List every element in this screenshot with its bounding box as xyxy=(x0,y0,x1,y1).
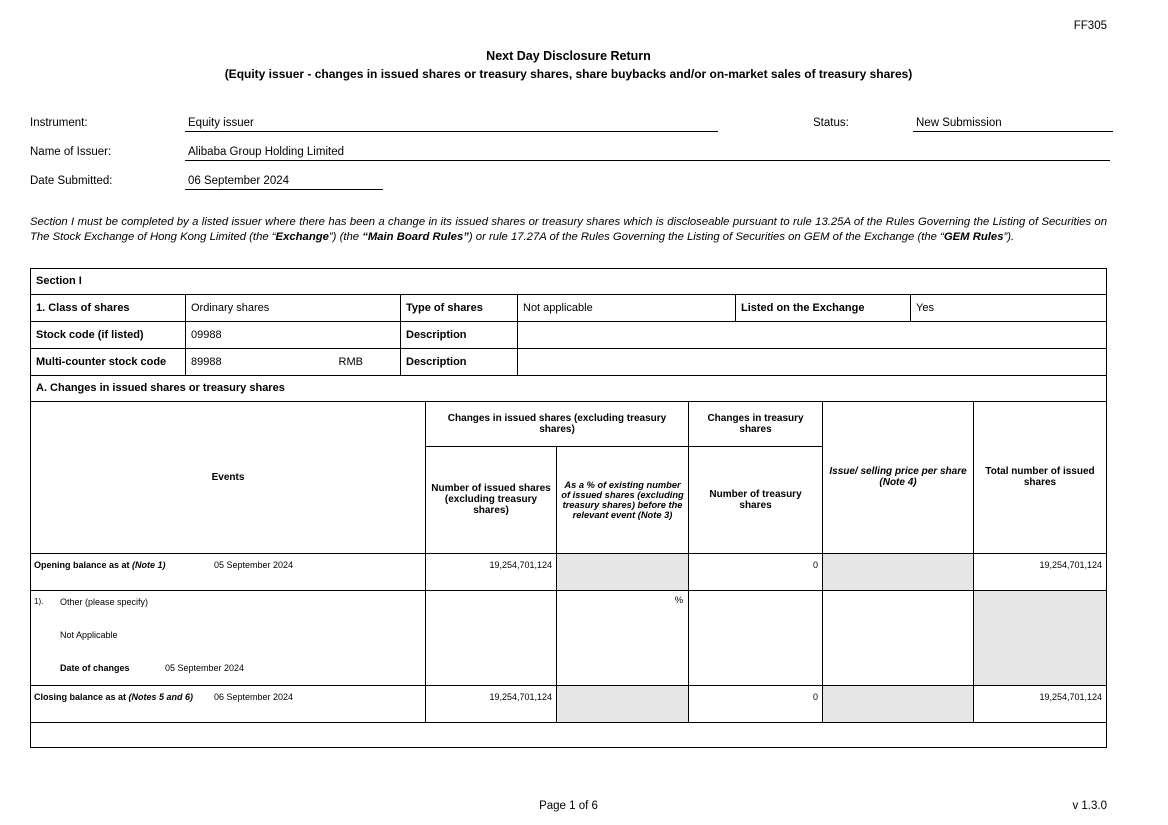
event1-events-cell xyxy=(31,590,426,685)
instrument-label: Instrument: xyxy=(30,117,88,129)
opening-num-treasury-shares: 0 xyxy=(689,553,823,590)
event1-percent-sign: % xyxy=(674,594,684,606)
type-of-shares-value: Not applicable xyxy=(518,294,736,321)
page-footer xyxy=(30,800,1107,815)
opening-balance-date: 05 September 2024 xyxy=(214,559,294,570)
stock-code-label: Stock code (if listed) xyxy=(31,321,186,348)
intro-exchange-term: Exchange xyxy=(275,231,329,244)
event1-detail: Not Applicable xyxy=(60,629,118,640)
closing-price-cell-shaded xyxy=(823,685,974,722)
stock-code-row xyxy=(31,321,1107,348)
num-treasury-column-header: Number of treasury shares xyxy=(689,446,823,553)
event1-date-line xyxy=(60,663,422,673)
multi-counter-label: Multi-counter stock code xyxy=(31,348,186,375)
page-title: Next Day Disclosure Return xyxy=(486,49,651,63)
event1-num-issued-cell xyxy=(426,590,557,685)
closing-balance-date: 06 September 2024 xyxy=(214,691,294,702)
status-value: New Submission xyxy=(913,117,1113,132)
multi-description-label: Description xyxy=(401,348,518,375)
price-column-header: Issue/ selling price per share (Note 4) xyxy=(823,401,974,553)
document-page xyxy=(30,0,1107,815)
opening-total-shares: 19,254,701,124 xyxy=(974,553,1107,590)
footer-version: v 1.3.0 xyxy=(1072,799,1107,812)
type-of-shares-label: Type of shares xyxy=(401,294,518,321)
subsection-a-title: A. Changes in issued shares or treasury shares xyxy=(31,375,1107,401)
issuer-value: Alibaba Group Holding Limited xyxy=(185,146,1110,161)
event1-total-cell-shaded xyxy=(974,590,1107,685)
event1-date: 05 September 2024 xyxy=(165,662,245,673)
stock-code-value: 09988 xyxy=(186,321,401,348)
opening-balance-events-cell xyxy=(31,553,426,590)
events-table xyxy=(30,401,1107,748)
events-column-header: Events xyxy=(31,401,426,553)
stock-description-label: Description xyxy=(401,321,518,348)
subsection-a-title-table xyxy=(30,375,1107,402)
date-submitted-value: 06 September 2024 xyxy=(185,175,383,190)
total-column-header: Total number of issued shares xyxy=(974,401,1107,553)
event1-num-treasury-cell xyxy=(689,590,823,685)
issuer-row xyxy=(30,132,1107,161)
intro-text-segment: ”). xyxy=(1003,231,1015,244)
opening-num-issued-shares: 19,254,701,124 xyxy=(426,553,557,590)
date-submitted-label: Date Submitted: xyxy=(30,175,113,187)
closing-pct-cell-shaded xyxy=(557,685,689,722)
event1-name: Other (please specify) xyxy=(60,596,149,607)
multi-counter-value-cell xyxy=(186,348,401,375)
intro-gem-rules-term: GEM Rules xyxy=(943,231,1004,244)
multi-counter-row xyxy=(31,348,1107,375)
num-issued-column-header: Number of issued shares (excluding treasury shares) xyxy=(426,446,557,553)
listed-on-exchange-value: Yes xyxy=(911,294,1107,321)
multi-counter-value: 89988 xyxy=(191,355,222,368)
opening-pct-cell-shaded xyxy=(557,553,689,590)
class-of-shares-value: Ordinary shares xyxy=(186,294,401,321)
closing-num-treasury-shares: 0 xyxy=(689,685,823,722)
opening-balance-row xyxy=(31,553,1107,590)
section1-title-table xyxy=(30,268,1107,295)
opening-balance-note: (Note 1) xyxy=(132,559,166,570)
page-subtitle: (Equity issuer - changes in issued shares or treasury shares, share buybacks and/or on-market sales of treasury shares) xyxy=(224,67,913,81)
intro-main-board-rules-term: “Main Board Rules” xyxy=(362,231,469,244)
pct-existing-column-header: As a % of existing number of issued shares (excluding treasury shares) before the relevant event (Note 3) xyxy=(557,446,689,553)
class-of-shares-row xyxy=(31,294,1107,321)
status-label: Status: xyxy=(813,117,849,129)
event-row-1 xyxy=(31,590,1107,685)
closing-balance-note: (Notes 5 and 6) xyxy=(128,691,194,702)
empty-bottom-row-cell xyxy=(31,722,1107,747)
intro-paragraph xyxy=(30,215,1107,246)
issuer-label: Name of Issuer: xyxy=(30,146,112,158)
treasury-shares-group-header: Changes in treasury shares xyxy=(689,401,823,446)
event1-index: 1). xyxy=(34,596,44,606)
event1-pct-cell xyxy=(557,590,689,685)
event1-date-label: Date of changes xyxy=(60,662,130,673)
opening-balance-label: Opening balance as at xyxy=(34,559,133,570)
section1-info-table xyxy=(30,294,1107,376)
closing-balance-events-cell xyxy=(31,685,426,722)
footer-page-number: Page 1 of 6 xyxy=(539,799,598,812)
events-table-group-header-row xyxy=(31,401,1107,446)
instrument-value: Equity issuer xyxy=(185,117,718,132)
header-fields xyxy=(30,103,1107,190)
closing-num-issued-shares: 19,254,701,124 xyxy=(426,685,557,722)
issued-shares-group-header: Changes in issued shares (excluding treasury shares) xyxy=(426,401,689,446)
opening-price-cell-shaded xyxy=(823,553,974,590)
date-submitted-row xyxy=(30,161,1107,190)
multi-counter-currency: RMB xyxy=(338,355,363,368)
intro-text-segment: ) or rule 17.27A of the Rules Governing the Listing of Securities on GEM of the Exchange (the “ xyxy=(468,231,944,244)
closing-balance-row xyxy=(31,685,1107,722)
event1-price-cell xyxy=(823,590,974,685)
section1-title: Section I xyxy=(31,268,1107,294)
empty-bottom-row xyxy=(31,722,1107,747)
intro-text-segment: Section I must be completed by a listed issuer where there has been a change in its issued shares or treasury shares which is discloseable pursuant to rule 13.25A of the Rules Governing the Listing of Securities on The Stock Exchange of Hong Kong Limited (the “ xyxy=(30,216,1107,244)
event1-name-line xyxy=(34,597,422,607)
listed-on-exchange-label: Listed on the Exchange xyxy=(736,294,911,321)
multi-description-value-cell xyxy=(518,348,1107,375)
instrument-row xyxy=(30,103,1107,132)
stock-description-value-cell xyxy=(518,321,1107,348)
intro-text-segment: ”) (the xyxy=(328,231,363,244)
form-code: FF305 xyxy=(1073,20,1107,32)
class-of-shares-label: 1. Class of shares xyxy=(31,294,186,321)
closing-total-shares: 19,254,701,124 xyxy=(974,685,1107,722)
closing-balance-label: Closing balance as at xyxy=(34,691,129,702)
